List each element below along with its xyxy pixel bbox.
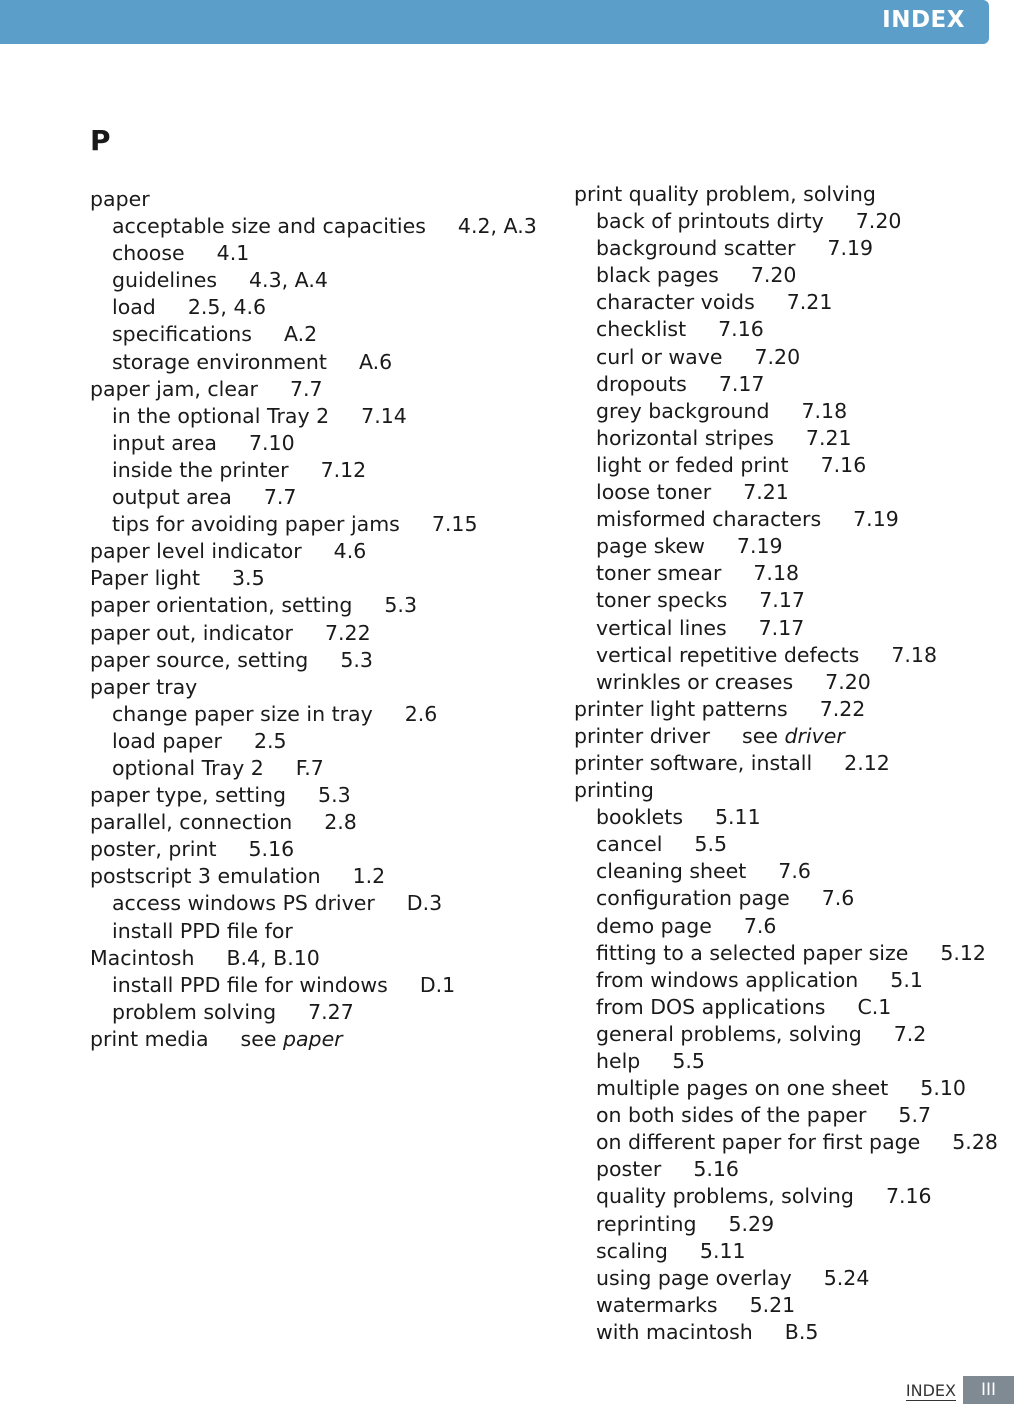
index-entry (90, 592, 520, 619)
index-subentry (574, 831, 1004, 858)
page-reference: 5.11 (715, 805, 761, 830)
page-reference: 2.5 (253, 728, 287, 753)
index-entry (90, 565, 520, 592)
index-entry (90, 538, 520, 565)
page-reference: 2.12 (844, 750, 890, 775)
index-term: vertical repetitive defects (596, 642, 860, 667)
see-label: see (742, 723, 778, 748)
page-reference: 7.7 (289, 376, 323, 401)
index-term: print quality problem, solving (574, 182, 876, 206)
page-reference: A.6 (358, 349, 393, 374)
page-reference: 2.6 (404, 701, 438, 726)
index-entry (90, 186, 520, 213)
index-term: install PPD file for Macintosh (90, 918, 293, 970)
index-subentry (574, 1048, 1004, 1075)
index-term: page skew (596, 534, 705, 559)
index-subentry (574, 615, 1004, 642)
index-term: postscript 3 emulation (90, 864, 321, 889)
index-subentry (90, 403, 520, 430)
index-term: paper (90, 187, 150, 211)
index-term: vertical lines (596, 615, 727, 640)
index-subentry (574, 669, 1004, 696)
index-term: poster, print (90, 837, 217, 862)
index-entry (574, 181, 1004, 208)
page-reference: 7.2 (893, 1021, 927, 1046)
index-term: acceptable size and capacities (112, 214, 426, 239)
page-reference: 5.3 (318, 783, 351, 808)
index-term: load (112, 295, 156, 320)
index-entry (90, 836, 520, 863)
index-term: using page overlay (596, 1265, 792, 1290)
page-reference: C.1 (857, 994, 892, 1019)
index-subentry (574, 1211, 1004, 1238)
page-reference: A.2 (283, 322, 318, 347)
index-term: toner specks (596, 588, 728, 613)
index-subentry (574, 452, 1004, 479)
page-reference: 7.20 (855, 209, 902, 234)
page-reference: 7.21 (743, 480, 789, 505)
page-reference: 7.20 (754, 344, 801, 369)
index-term: back of printouts dirty (596, 209, 824, 234)
see-label: see (240, 1026, 277, 1051)
page-reference: 7.18 (801, 398, 848, 423)
page-reference: 7.20 (825, 669, 871, 694)
index-term: black pages (596, 263, 719, 288)
page-reference: 2.8 (324, 810, 357, 835)
page-reference: 4.6 (333, 539, 367, 564)
index-term: misformed characters (596, 507, 822, 532)
page-reference: 7.16 (820, 452, 867, 477)
page-footer (854, 1376, 1014, 1404)
index-entry (90, 376, 520, 403)
page-reference: 7.15 (431, 512, 478, 537)
page-reference: 5.11 (699, 1238, 746, 1263)
page-reference: 5.5 (672, 1049, 705, 1073)
index-subentry (90, 267, 520, 294)
index-term: access windows PS driver (112, 891, 375, 916)
page-reference: 7.17 (758, 615, 805, 640)
page-reference: 7.16 (885, 1184, 932, 1209)
page-reference: D.3 (406, 891, 443, 916)
index-subentry (574, 994, 1004, 1021)
index-term: light or feded print (596, 452, 789, 477)
page-reference: 5.21 (749, 1292, 796, 1317)
header-banner (0, 0, 989, 44)
index-subentry (90, 972, 520, 999)
index-term: in the optional Tray 2 (112, 403, 330, 428)
index-term: printer light patterns (574, 696, 788, 721)
index-subentry (90, 430, 520, 457)
page-number: III (963, 1376, 1014, 1404)
index-entry (574, 777, 1004, 804)
index-subentry (574, 1156, 1004, 1183)
index-term: horizontal stripes (596, 425, 774, 450)
page-reference: 7.19 (827, 236, 874, 261)
index-subentry (90, 213, 537, 240)
index-term: from DOS applications (596, 994, 826, 1019)
index-subentry (90, 484, 520, 511)
index-subentry (574, 1238, 1004, 1265)
index-term: Paper light (90, 566, 201, 591)
page-reference: 7.18 (891, 642, 937, 667)
index-subentry (574, 1102, 1004, 1129)
index-term: guidelines (112, 268, 218, 293)
index-entry (574, 696, 1004, 723)
index-term: paper tray (90, 674, 198, 699)
index-entry (90, 809, 520, 836)
section-letter: P (90, 124, 111, 157)
index-term: paper level indicator (90, 539, 302, 564)
index-subentry (574, 506, 1004, 533)
page-reference: 7.22 (325, 620, 371, 645)
page-reference: 5.7 (898, 1103, 932, 1128)
index-subentry (574, 642, 1004, 669)
page-reference: 7.10 (248, 430, 295, 455)
index-term: input area (112, 430, 217, 455)
page-reference: 7.20 (750, 263, 797, 288)
index-entry (90, 1026, 520, 1053)
index-term: inside the printer (112, 457, 289, 482)
index-term: cleaning sheet (596, 859, 747, 884)
index-subentry (90, 321, 520, 348)
page-reference: 2.5, 4.6 (187, 295, 267, 320)
index-subentry (574, 804, 1004, 831)
page-reference: 5.16 (693, 1157, 739, 1182)
index-subentry (574, 1183, 1004, 1210)
index-subentry (90, 755, 520, 782)
page-reference: 7.16 (718, 317, 764, 342)
index-subentry (574, 1129, 1004, 1156)
index-subentry (574, 940, 1004, 967)
index-term: configuration page (596, 886, 790, 911)
page-reference: 1.2 (352, 864, 386, 889)
page-reference: 4.3, A.4 (249, 268, 328, 293)
page-reference: 7.6 (778, 859, 811, 884)
index-term: reprinting (596, 1211, 697, 1236)
index-term: load paper (112, 728, 222, 753)
index-subentry (574, 316, 1004, 343)
index-term: with macintosh (596, 1319, 753, 1344)
see-reference: driver (784, 723, 845, 748)
index-subentry (90, 999, 520, 1026)
page-reference: 7.6 (821, 886, 855, 911)
index-term: booklets (596, 805, 683, 830)
index-term: paper orientation, setting (90, 593, 353, 618)
page-reference: 5.5 (694, 832, 728, 857)
index-entry (90, 782, 520, 809)
index-term: choose (112, 241, 185, 266)
page-reference: F.7 (295, 755, 324, 780)
index-subentry (574, 208, 1004, 235)
index-subentry (574, 344, 1004, 371)
index-term: optional Tray 2 (112, 755, 264, 780)
page-reference: 5.3 (340, 647, 373, 672)
page-reference: 5.10 (920, 1076, 966, 1101)
index-subentry (574, 479, 1004, 506)
index-subentry (574, 1265, 1004, 1292)
page-reference: 7.12 (320, 457, 367, 482)
index-term: general problems, solving (596, 1021, 862, 1046)
index-subentry (574, 913, 1004, 940)
index-term: specifications (112, 322, 252, 347)
footer-label: INDEX (905, 1381, 956, 1400)
index-entry (90, 647, 520, 674)
index-term: change paper size in tray (112, 701, 373, 726)
index-subentry (574, 371, 1004, 398)
index-subentry (574, 1021, 1004, 1048)
index-subentry (90, 240, 520, 267)
index-term: checklist (596, 317, 687, 342)
index-subentry (90, 511, 520, 538)
page-reference: 3.5 (232, 566, 265, 591)
page-reference: 5.3 (384, 593, 417, 618)
index-term: background scatter (596, 236, 796, 261)
index-term: paper jam, clear (90, 376, 258, 401)
index-term: demo page (596, 913, 712, 938)
index-column-right (574, 181, 1004, 1346)
index-subentry (574, 1319, 1004, 1346)
index-term: printing (574, 778, 654, 803)
index-subentry (574, 533, 1004, 560)
index-term: paper type, setting (90, 783, 287, 808)
page-reference: 7.17 (759, 588, 805, 613)
index-subentry (574, 425, 1004, 452)
index-term: paper source, setting (90, 647, 309, 672)
page-reference: 7.17 (718, 371, 765, 396)
page-reference: 4.2, A.3 (457, 214, 537, 239)
header-title: INDEX (882, 7, 965, 33)
page-reference: B.5 (784, 1319, 819, 1344)
index-subentry (90, 294, 520, 321)
index-term: scaling (596, 1238, 668, 1263)
page-reference: 7.18 (753, 561, 800, 586)
index-subentry (90, 728, 520, 755)
index-entry (574, 723, 1004, 750)
index-term: paper out, indicator (90, 620, 293, 645)
index-term: multiple pages on one sheet (596, 1076, 889, 1101)
page-reference: 7.22 (819, 696, 866, 721)
index-subentry (90, 918, 470, 972)
index-term: poster (596, 1157, 662, 1182)
index-term: print media (90, 1026, 209, 1051)
index-term: dropouts (596, 371, 687, 396)
index-term: parallel, connection (90, 810, 293, 835)
page-reference: 5.1 (890, 967, 923, 992)
index-term: curl or wave (596, 344, 723, 369)
index-subentry (90, 890, 520, 917)
page-reference: D.1 (419, 972, 456, 997)
page-reference: B.4, B.10 (226, 945, 320, 970)
index-column-left (90, 186, 537, 1053)
index-term: help (596, 1049, 641, 1073)
index-term: grey background (596, 398, 770, 423)
index-subentry (574, 885, 1004, 912)
page-reference: 7.27 (308, 999, 354, 1024)
index-term: watermarks (596, 1292, 718, 1317)
index-term: quality problems, solving (596, 1184, 854, 1209)
page-reference: 7.21 (805, 425, 852, 450)
index-term: cancel (596, 832, 663, 857)
page-reference: 5.12 (940, 940, 986, 965)
see-reference: paper (282, 1026, 343, 1051)
index-subentry (90, 349, 520, 376)
page-reference: 7.19 (853, 507, 899, 532)
page-reference: 5.24 (823, 1265, 870, 1290)
index-subentry (574, 587, 1004, 614)
page-reference: 5.16 (248, 837, 295, 862)
index-term: toner smear (596, 561, 722, 586)
index-term: from windows application (596, 967, 859, 992)
index-subentry (574, 289, 1004, 316)
index-term: printer software, install (574, 750, 813, 775)
index-subentry (90, 701, 520, 728)
index-subentry (574, 398, 1004, 425)
page-reference: 4.1 (216, 241, 250, 266)
index-entry (90, 674, 520, 701)
page-reference: 7.19 (736, 534, 783, 559)
index-subentry (574, 967, 1004, 994)
index-term: wrinkles or creases (596, 669, 794, 694)
index-term: character voids (596, 290, 755, 315)
page-reference: 7.7 (263, 485, 297, 510)
index-term: on different paper for first page (596, 1130, 921, 1155)
index-subentry (574, 1292, 1004, 1319)
index-subentry (574, 1075, 1004, 1102)
index-term: loose toner (596, 480, 712, 505)
index-subentry (574, 858, 1004, 885)
page-reference: 5.28 (952, 1130, 998, 1155)
page-reference: 5.29 (728, 1211, 775, 1236)
index-entry (574, 750, 1004, 777)
page-reference: 7.6 (743, 913, 777, 938)
index-term: storage environment (112, 349, 327, 374)
index-term: problem solving (112, 999, 277, 1024)
index-term: output area (112, 485, 232, 510)
index-term: tips for avoiding paper jams (112, 512, 400, 537)
index-entry (90, 620, 520, 647)
index-term: install PPD file for windows (112, 972, 388, 997)
index-subentry (574, 262, 1004, 289)
page-reference: 7.14 (361, 403, 407, 428)
index-subentry (90, 457, 520, 484)
index-subentry (574, 235, 1004, 262)
index-entry (90, 863, 520, 890)
index-term: on both sides of the paper (596, 1103, 867, 1128)
index-term: printer driver (574, 723, 711, 748)
index-subentry (574, 560, 1004, 587)
page-reference: 7.21 (786, 290, 833, 315)
index-term: fitting to a selected paper size (596, 940, 909, 965)
